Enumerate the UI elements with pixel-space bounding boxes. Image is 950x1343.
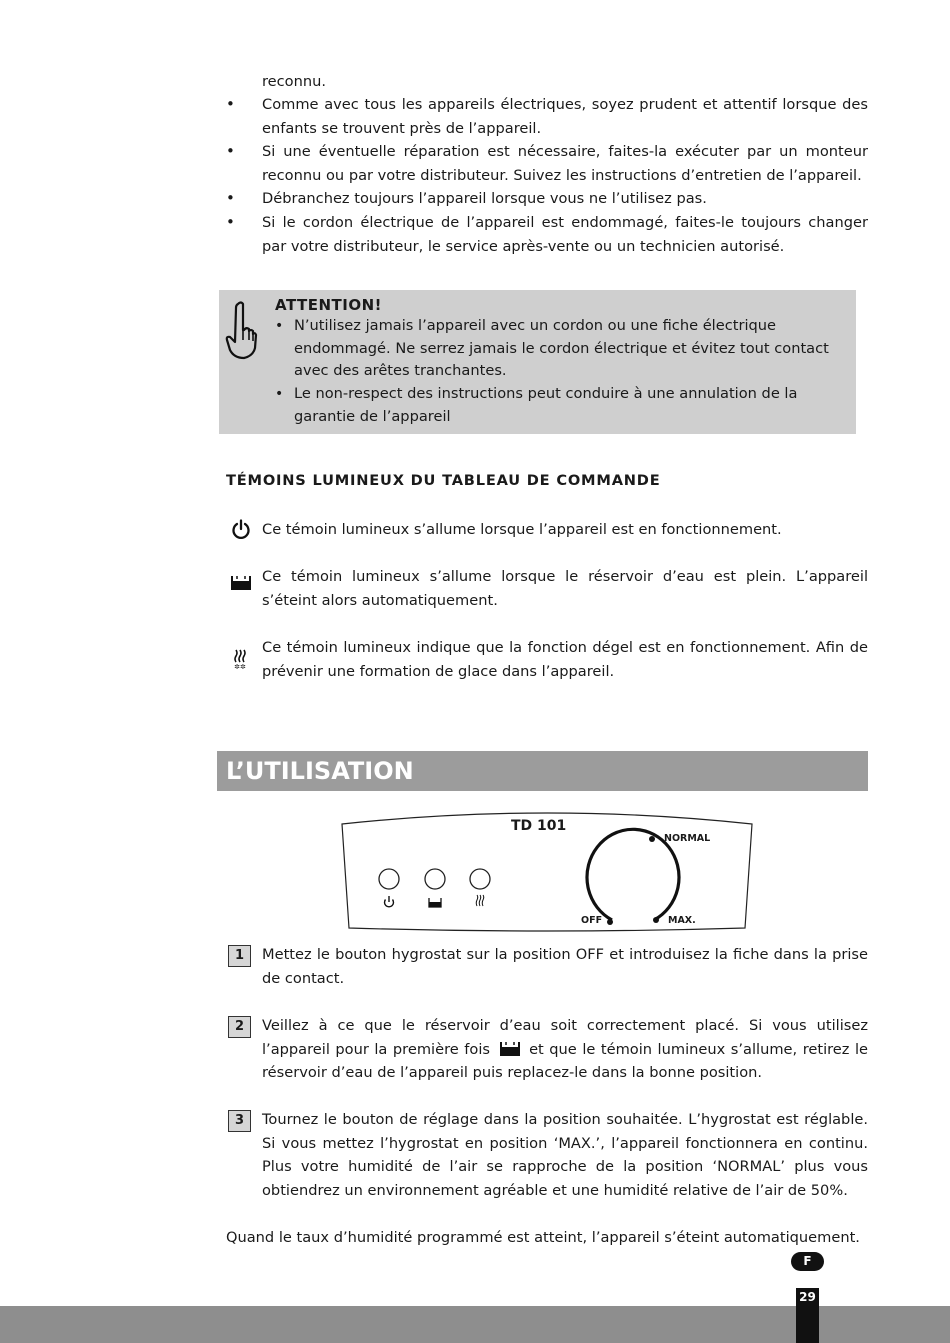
section-heading: TÉMOINS LUMINEUX DU TABLEAU DE COMMANDE — [226, 472, 661, 489]
safety-bullet: Comme avec tous les appareils électriques, soyez prudent et attentif lorsque des enfants se trouvent près de l’appareil. — [262, 96, 868, 137]
step-text — [262, 1014, 868, 1085]
water-tank-icon — [231, 575, 251, 591]
water-tank-icon — [500, 1041, 520, 1057]
language-badge: F — [791, 1252, 824, 1271]
bullet-dot: • — [226, 142, 235, 160]
indicator-text: Ce témoin lumineux s’allume lorsque l’appareil est en fonctionnement. — [262, 521, 782, 538]
step-text: Mettez le bouton hygrostat sur la position OFF et introduisez la fiche dans la prise de contact. — [262, 946, 868, 987]
step-number: 1 — [228, 945, 251, 967]
bullet-dot: • — [226, 189, 235, 207]
indicator-text: Ce témoin lumineux indique que la fonction dégel est en fonctionnement. Afin de prévenir une formation de glace dans l’appareil. — [262, 639, 868, 680]
bullet-dot: • — [275, 386, 284, 402]
step-text-part: Veillez à ce que le réservoir d’eau soit correctement placé. Si vous utilisez l’appareil pour la première fois — [262, 1017, 868, 1058]
step-text-part: et que le témoin lumineux s’allume, retirez le réservoir d’eau de l’appareil puis replacez-le dans la bonne position. — [262, 1040, 869, 1081]
indicator-text: Ce témoin lumineux s’allume lorsque le réservoir d’eau est plein. L’appareil s’éteint alors automatiquement. — [262, 568, 868, 609]
bullet-dot: • — [275, 318, 284, 334]
page-number: 29 — [799, 1290, 816, 1304]
bullet-dot: • — [226, 213, 235, 231]
dial-label-normal: NORMAL — [664, 833, 711, 844]
attention-title: ATTENTION! — [275, 296, 383, 314]
dial-label-max: MAX. — [668, 915, 696, 926]
attention-bullet: Le non-respect des instructions peut conduire à une annulation de la garantie de l’appareil — [294, 385, 798, 425]
pointing-hand-icon — [224, 300, 258, 362]
intro-fragment: reconnu. — [262, 73, 326, 90]
safety-bullet: Si une éventuelle réparation est nécessaire, faites-la exécuter par un monteur reconnu ou par votre distributeur. Suivez les instructions d’entretien de l’appareil. — [262, 143, 868, 184]
power-icon — [231, 519, 251, 540]
safety-bullet: Si le cordon électrique de l’appareil est endommagé, faites-le toujours changer par votre distributeur, le service après-vente ou un technicien autorisé. — [262, 214, 868, 255]
step-number: 3 — [228, 1110, 251, 1132]
bullet-dot: • — [226, 95, 235, 113]
final-note: Quand le taux d’humidité programmé est atteint, l’appareil s’éteint automatiquement. — [226, 1229, 860, 1246]
dial-label-off: OFF — [581, 915, 603, 926]
panel-model-label: TD 101 — [511, 818, 567, 834]
step-number: 2 — [228, 1016, 251, 1038]
svg-text:✲✲: ✲✲ — [234, 663, 246, 670]
defrost-icon — [233, 646, 247, 670]
step-text: Tournez le bouton de réglage dans la position souhaitée. L’hygrostat est réglable. Si vous mettez l’hygrostat en position ‘MAX.’, l’appareil fonctionnera en continu. Plus votre humidité de l’air se rapproche de la position ‘NORMAL’ plus vous obtiendrez un environnement agréable et une humidité relative de l’air de 50%. — [262, 1111, 868, 1199]
section-title: L’UTILISATION — [226, 757, 414, 785]
attention-bullet: N’utilisez jamais l’appareil avec un cordon ou une fiche électrique endommagé. Ne serrez jamais le cordon électrique et évitez tout contact avec des arêtes tranchantes. — [294, 317, 829, 379]
safety-bullet: Débranchez toujours l’appareil lorsque vous ne l’utilisez pas. — [262, 190, 707, 207]
